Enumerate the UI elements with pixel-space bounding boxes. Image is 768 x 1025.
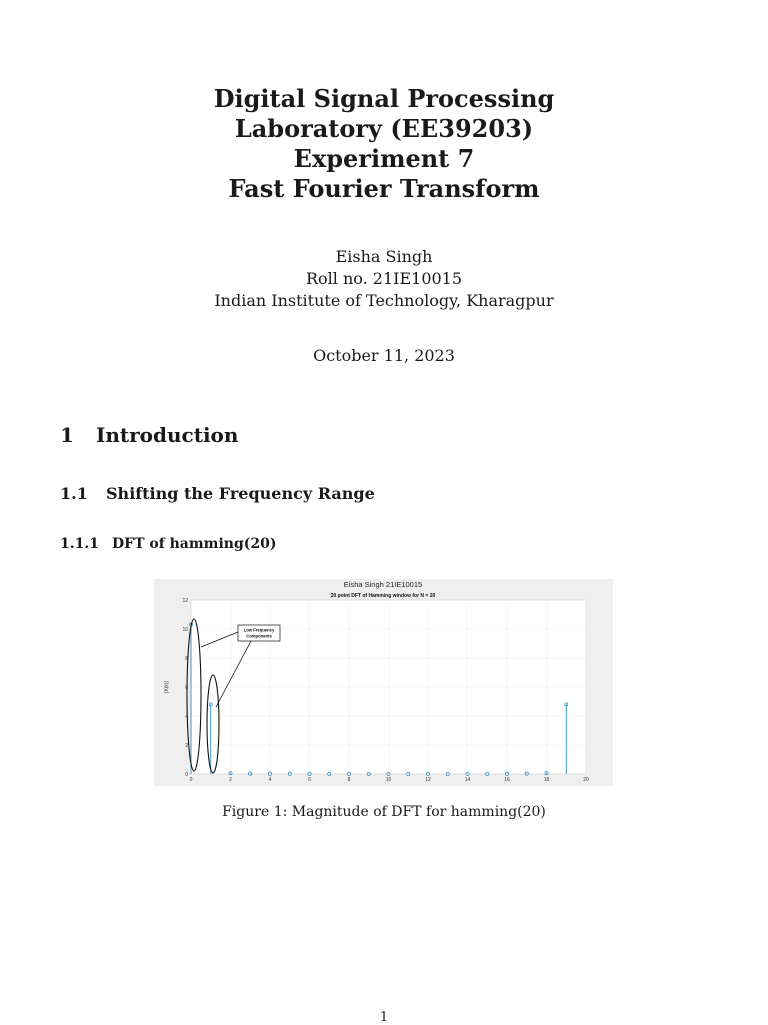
- title-line-4: Fast Fourier Transform: [228, 174, 540, 203]
- y-tick-label: 2: [185, 742, 188, 749]
- x-tick-label: 0: [189, 777, 193, 783]
- y-tick-label: 8: [185, 655, 188, 662]
- section-title: Introduction: [96, 423, 239, 447]
- subsection-title: Shifting the Frequency Range: [106, 484, 375, 503]
- paper-title: [0, 84, 768, 204]
- section-heading: [60, 423, 238, 447]
- y-tick-label: 10: [182, 626, 188, 633]
- x-tick-label: 10: [385, 777, 392, 783]
- subsubsection-number: 1.1.1: [60, 536, 99, 552]
- x-tick-label: 14: [464, 777, 471, 783]
- x-tick-label: 16: [504, 777, 510, 783]
- title-line-2: Laboratory (EE39203): [234, 114, 534, 143]
- dft-stem-plot: [154, 579, 613, 786]
- x-tick-label: 4: [268, 777, 272, 783]
- y-tick-label: 0: [185, 771, 188, 778]
- title-line-3: Experiment 7: [293, 144, 475, 173]
- paper-date: October 11, 2023: [313, 346, 455, 365]
- author-affiliation: Indian Institute of Technology, Kharagpur: [214, 291, 554, 310]
- x-tick-label: 12: [425, 777, 431, 783]
- author-roll: Roll no. 21IE10015: [305, 269, 463, 288]
- title-line-1: Digital Signal Processing: [213, 84, 555, 113]
- subsection-heading: [60, 484, 375, 503]
- x-tick-label: 6: [308, 777, 311, 783]
- y-tick-label: 4: [185, 713, 188, 720]
- author-name: Eisha Singh: [335, 247, 433, 266]
- author-block: [0, 246, 768, 312]
- chart-title: 20 point DFT of Hamming window for N = 20: [330, 593, 436, 599]
- x-tick-label: 2: [229, 777, 232, 783]
- figure-suptitle: Eisha Singh 21IE10015: [343, 580, 423, 589]
- figure-1: [154, 579, 613, 786]
- subsubsection-title: DFT of hamming(20): [112, 536, 277, 552]
- section-number: 1: [60, 423, 74, 447]
- subsection-number: 1.1: [60, 484, 88, 503]
- x-tick-label: 8: [347, 777, 351, 783]
- x-tick-label: 18: [543, 777, 550, 783]
- x-tick-label: 20: [583, 777, 589, 783]
- y-axis-label: |X(k)|: [164, 681, 170, 693]
- figure-caption: Figure 1: Magnitude of DFT for hamming(20): [222, 804, 546, 820]
- annotation-text-2: Components: [246, 633, 272, 639]
- page-number: 1: [379, 1010, 389, 1025]
- y-tick-label: 12: [182, 597, 188, 604]
- y-tick-label: 6: [185, 684, 188, 691]
- subsubsection-heading: [60, 536, 277, 552]
- annotation-text-1: Low Frequency: [243, 627, 275, 633]
